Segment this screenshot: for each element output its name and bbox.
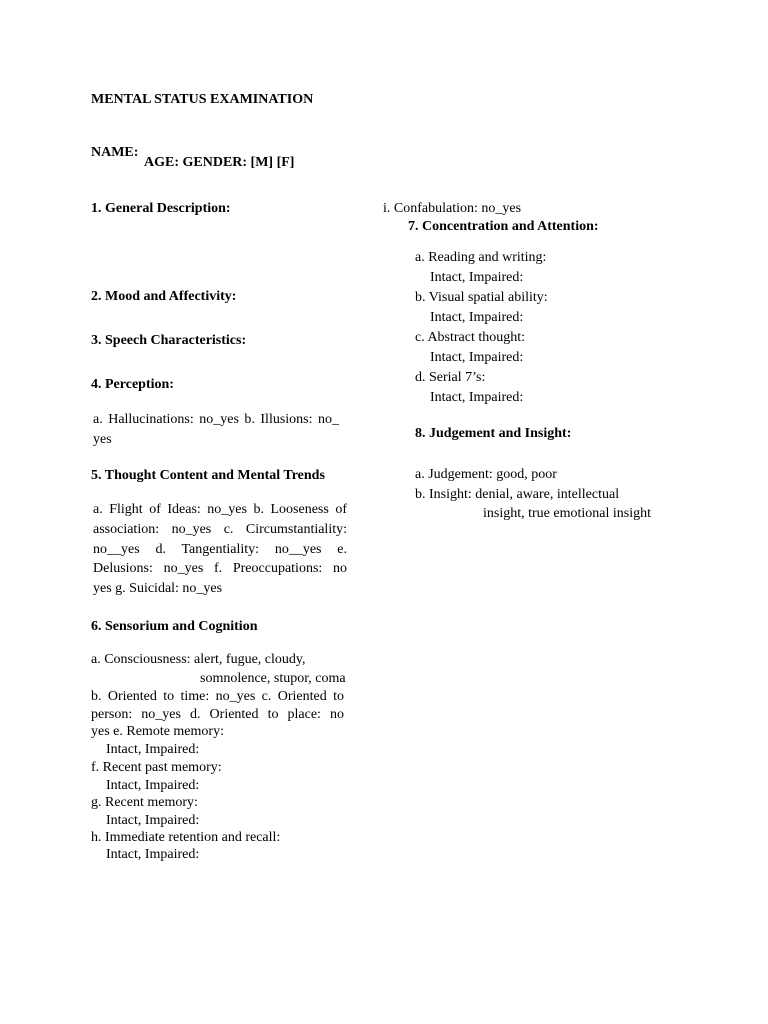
orientation-item-line: b. Oriented to time: no_yes c. Oriented to xyxy=(91,689,344,704)
section-heading-speech: 3. Speech Characteristics: xyxy=(91,333,247,348)
document-title: MENTAL STATUS EXAMINATION xyxy=(91,92,314,107)
serial-sevens-item: d. Serial 7’s: xyxy=(415,370,486,385)
recent-past-memory-item: f. Recent past memory: xyxy=(91,760,222,775)
section-heading-mood-affectivity: 2. Mood and Affectivity: xyxy=(91,289,237,304)
thought-content-item-line: a. Flight of Ideas: no_yes b. Looseness of xyxy=(93,502,347,517)
section-heading-perception: 4. Perception: xyxy=(91,377,174,392)
recent-memory-item: g. Recent memory: xyxy=(91,795,198,810)
abstract-thought-item: c. Abstract thought: xyxy=(415,330,526,345)
insight-item: b. Insight: denial, aware, intellectual xyxy=(415,487,620,502)
section-heading-judgement-insight: 8. Judgement and Insight: xyxy=(415,426,572,441)
name-label: NAME: xyxy=(91,145,139,160)
recent-memory-options: Intact, Impaired: xyxy=(106,813,200,828)
thought-content-item-line: association: no_yes c. Circumstantiality: xyxy=(93,522,347,537)
reading-writing-item: a. Reading and writing: xyxy=(415,250,547,265)
abstract-thought-options: Intact, Impaired: xyxy=(430,350,524,365)
visual-spatial-item: b. Visual spatial ability: xyxy=(415,290,548,305)
immediate-retention-options: Intact, Impaired: xyxy=(106,847,200,862)
confabulation-item: i. Confabulation: no_yes xyxy=(383,201,522,216)
judgement-item: a. Judgement: good, poor xyxy=(415,467,557,482)
consciousness-item: a. Consciousness: alert, fugue, cloudy, xyxy=(91,652,306,667)
remote-memory-item: yes e. Remote memory: xyxy=(91,724,224,739)
thought-content-item-line: no__yes d. Tangentiality: no__yes e. xyxy=(93,542,347,557)
age-gender-label: AGE: GENDER: [M] [F] xyxy=(144,155,295,170)
perception-item-line: yes xyxy=(93,432,112,447)
section-heading-thought-content: 5. Thought Content and Mental Trends xyxy=(91,468,325,483)
perception-item-line: a. Hallucinations: no_yes b. Illusions: no_ xyxy=(93,412,339,427)
section-heading-sensorium: 6. Sensorium and Cognition xyxy=(91,619,258,634)
recent-past-memory-options: Intact, Impaired: xyxy=(106,778,200,793)
remote-memory-options: Intact, Impaired: xyxy=(106,742,200,757)
consciousness-item-continued: somnolence, stupor, coma xyxy=(200,671,346,686)
section-heading-concentration: 7. Concentration and Attention: xyxy=(408,219,599,234)
serial-sevens-options: Intact, Impaired: xyxy=(430,390,524,405)
orientation-item-line: person: no_yes d. Oriented to place: no xyxy=(91,707,344,722)
thought-content-item-line: Delusions: no_yes f. Preoccupations: no xyxy=(93,561,347,576)
insight-item-continued: insight, true emotional insight xyxy=(483,506,651,521)
immediate-retention-item: h. Immediate retention and recall: xyxy=(91,830,281,845)
section-heading-general-description: 1. General Description: xyxy=(91,201,231,216)
reading-writing-options: Intact, Impaired: xyxy=(430,270,524,285)
visual-spatial-options: Intact, Impaired: xyxy=(430,310,524,325)
thought-content-item-line: yes g. Suicidal: no_yes xyxy=(93,581,223,596)
